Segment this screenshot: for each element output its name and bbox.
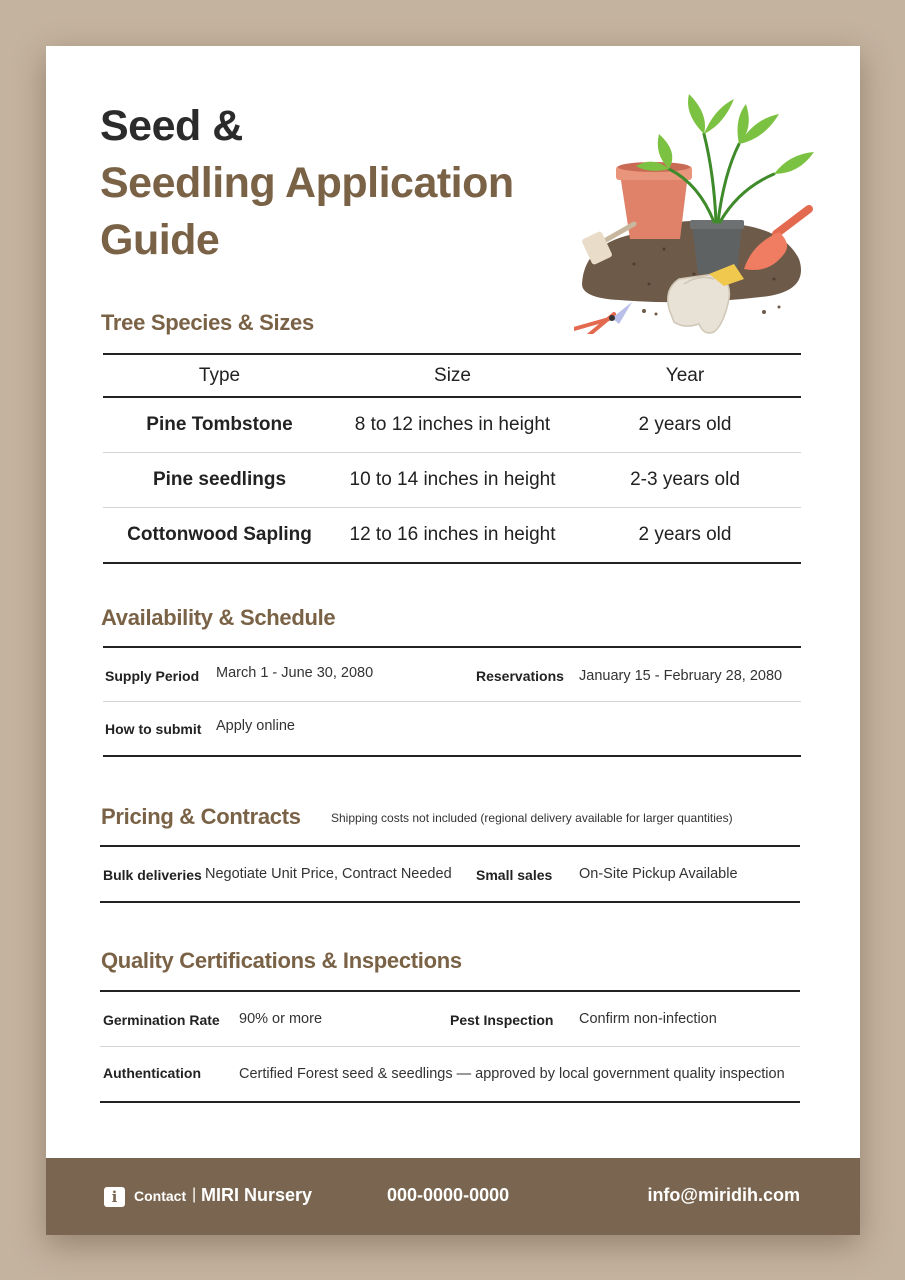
info-row <box>100 992 800 1047</box>
tree-species-table <box>103 353 801 564</box>
pest-inspection-label: Pest Inspection <box>450 1012 554 1028</box>
contact-footer <box>46 1158 860 1235</box>
table-header-row <box>103 355 801 398</box>
table-row <box>103 398 801 453</box>
availability-table <box>103 646 801 757</box>
title-line-2: Seedling Application <box>100 159 514 207</box>
pest-inspection-value: Confirm non-infection <box>579 1011 717 1027</box>
reservations-label: Reservations <box>476 668 564 684</box>
authentication-label: Authentication <box>103 1065 201 1081</box>
row-type: Pine seedlings <box>152 469 287 490</box>
info-row <box>103 702 801 757</box>
column-header-size: Size <box>434 364 471 386</box>
title-line-1: Seed & <box>100 102 243 150</box>
document-sheet <box>46 46 860 1235</box>
small-sales-value: On-Site Pickup Available <box>579 866 738 882</box>
row-year: 2-3 years old <box>630 469 740 490</box>
section-heading-pricing: Pricing & Contracts <box>101 804 301 829</box>
row-size: 12 to 16 inches in height <box>349 524 556 545</box>
bulk-deliveries-value: Negotiate Unit Price, Contract Needed <box>205 866 452 882</box>
section-heading-quality: Quality Certifications & Inspections <box>101 948 462 973</box>
supply-period-value: March 1 - June 30, 2080 <box>216 665 374 681</box>
row-size: 8 to 12 inches in height <box>354 414 551 435</box>
info-icon: i <box>104 1187 125 1207</box>
authentication-value: Certified Forest seed & seedlings — approved by local government quality inspection <box>239 1066 785 1082</box>
gardening-tools-illustration <box>574 74 824 334</box>
row-type: Cottonwood Sapling <box>127 524 312 545</box>
column-header-type: Type <box>198 364 241 386</box>
row-year: 2 years old <box>638 524 732 545</box>
info-row <box>100 847 800 903</box>
shipping-note: Shipping costs not included (regional delivery available for larger quantities) <box>331 811 733 825</box>
germination-rate-value: 90% or more <box>239 1011 323 1027</box>
row-size: 10 to 14 inches in height <box>349 469 556 490</box>
page-title <box>100 98 514 269</box>
email-link[interactable]: info@miridih.com <box>647 1185 800 1205</box>
reservations-value: January 15 - February 28, 2080 <box>579 668 783 684</box>
how-to-submit-value: Apply online <box>216 718 295 734</box>
title-line-3: Guide <box>100 216 220 264</box>
supply-period-label: Supply Period <box>105 668 200 684</box>
pricing-table <box>100 845 800 903</box>
contact-label: Contact <box>134 1188 187 1204</box>
table-row <box>103 508 801 564</box>
column-header-year: Year <box>665 364 705 386</box>
table-row <box>103 453 801 508</box>
section-heading-tree-species: Tree Species & Sizes <box>101 310 314 335</box>
info-row <box>100 1047 800 1103</box>
small-sales-label: Small sales <box>476 867 553 883</box>
phone-number[interactable]: 000-0000-0000 <box>387 1185 510 1205</box>
bulk-deliveries-label: Bulk deliveries <box>103 867 202 883</box>
organization-name: MIRI Nursery <box>201 1185 313 1205</box>
quality-table <box>100 990 800 1103</box>
germination-rate-label: Germination Rate <box>103 1012 220 1028</box>
footer-separator: | <box>192 1186 197 1203</box>
row-year: 2 years old <box>638 414 732 435</box>
section-heading-availability: Availability & Schedule <box>101 605 336 630</box>
row-type: Pine Tombstone <box>146 414 293 435</box>
how-to-submit-label: How to submit <box>105 721 202 737</box>
info-row <box>103 648 801 702</box>
